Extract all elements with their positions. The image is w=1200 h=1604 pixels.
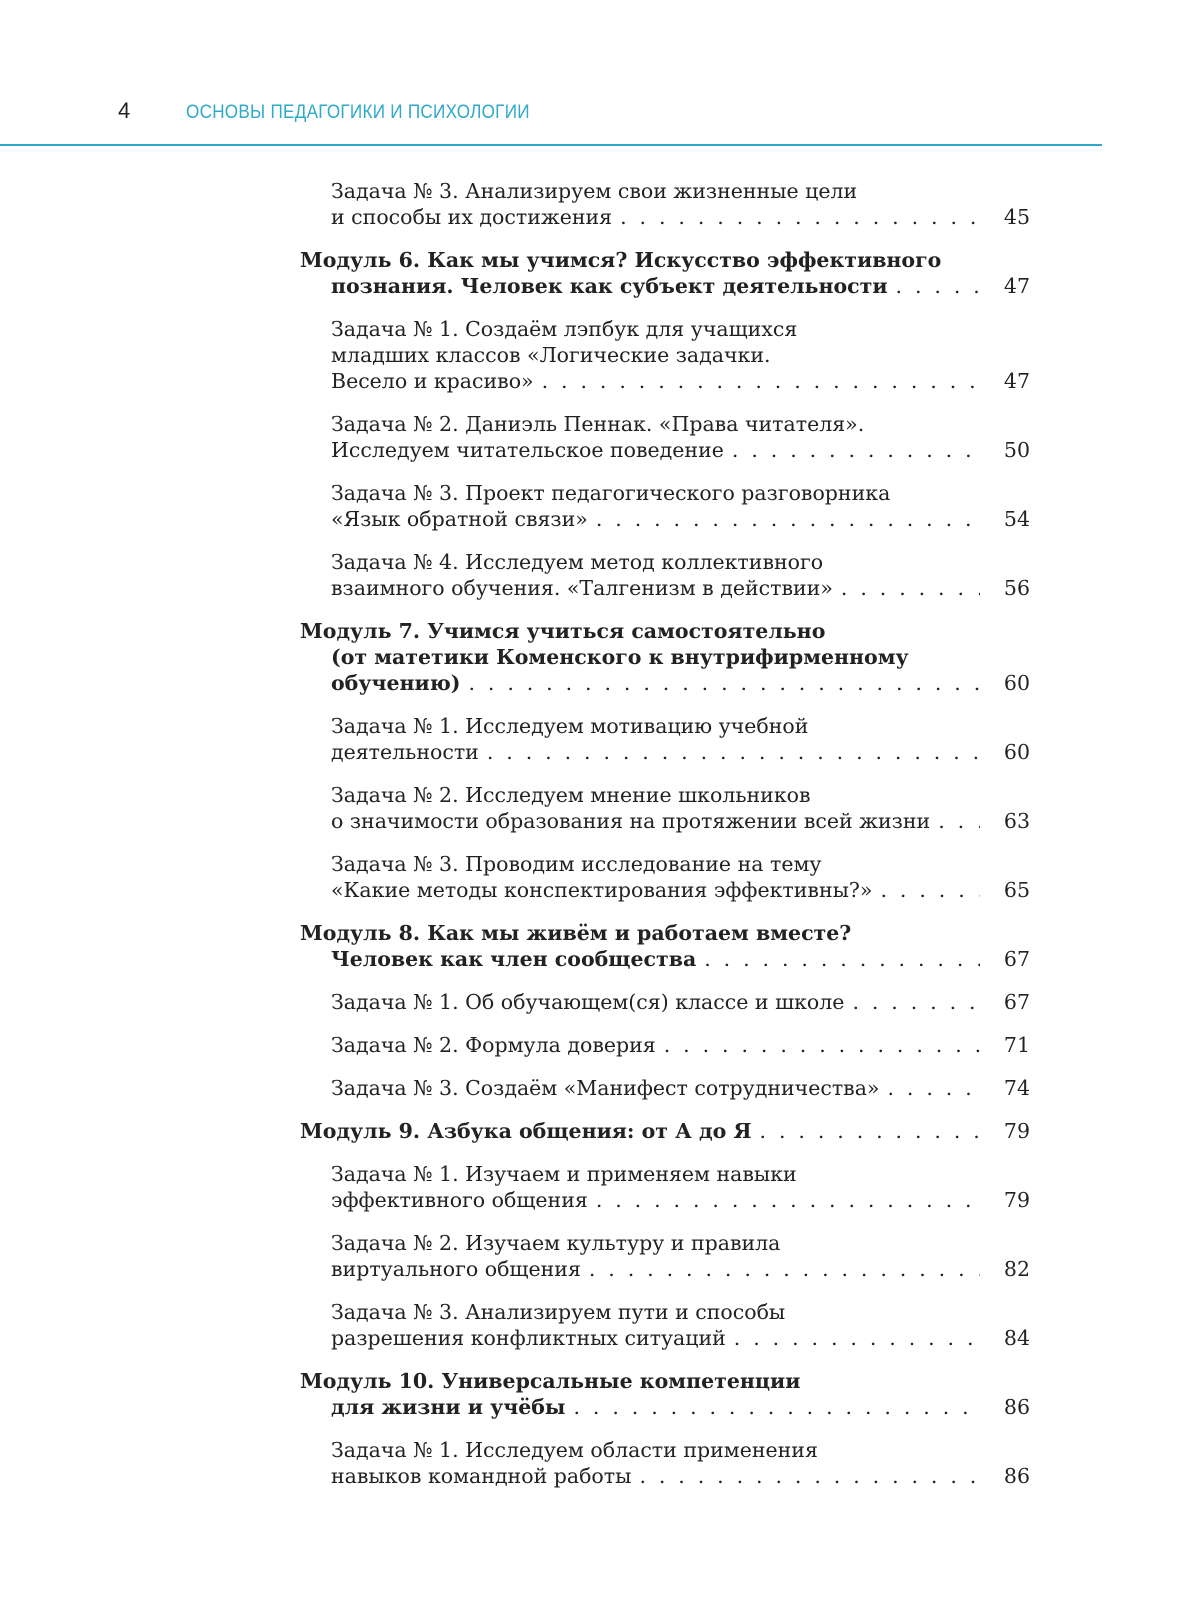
toc-entry-line: о значимости образования на протяжении всей жизни: [331, 809, 931, 833]
toc-entry-line: Весело и красиво»: [331, 369, 534, 393]
toc-entry-line: виртуального общения: [331, 1257, 581, 1281]
toc-page-number: 86: [1003, 1464, 1030, 1488]
toc-task-entry[interactable]: [300, 1161, 1030, 1213]
toc-task-entry[interactable]: [300, 178, 1030, 230]
toc-entry-line: (от матетики Коменского к внутрифирменному: [331, 645, 909, 669]
toc-entry-line: Исследуем читательское поведение: [331, 438, 724, 462]
toc-entry-last-line: [331, 1325, 1030, 1351]
toc-entry-line: Задача № 1. Создаём лэпбук для учащихся: [331, 317, 798, 341]
toc-task-entry[interactable]: [300, 989, 1030, 1015]
toc-entry-line: Задача № 3. Анализируем пути и способы: [331, 1300, 786, 1324]
toc-entry-last-line: [331, 989, 1030, 1015]
toc-task-entry[interactable]: [300, 1230, 1030, 1282]
toc-entry-line: Задача № 3. Анализируем свои жизненные цели: [331, 179, 858, 203]
toc-entry-line: младших классов «Логические задачки.: [331, 343, 771, 367]
toc-page-number: 67: [1003, 990, 1030, 1014]
toc-page-number: 67: [1003, 947, 1030, 971]
toc-entry-line: «Какие методы конспектирования эффективны?»: [331, 878, 873, 902]
toc-entry-last-line: [331, 204, 1030, 230]
toc-page-number: 56: [1003, 576, 1030, 600]
toc-page-number: 63: [1003, 809, 1030, 833]
toc-page-number: 86: [1003, 1395, 1030, 1419]
toc-entry-line: познания. Человек как субъект деятельности: [331, 274, 888, 298]
toc-entry-line: Задача № 2. Даниэль Пеннак. «Права читателя».: [331, 412, 865, 436]
dot-leader: [596, 506, 980, 532]
toc-entry-last-line: [331, 368, 1030, 394]
toc-entry-line: эффективного общения: [331, 1188, 588, 1212]
toc-entry-line: Модуль 9. Азбука общения: от А до Я: [300, 1119, 752, 1143]
dot-leader: [880, 877, 980, 903]
dot-leader: [732, 437, 980, 463]
dot-leader: [620, 204, 980, 230]
dot-leader: [589, 1256, 980, 1282]
toc-entry-last-line: [331, 506, 1030, 532]
toc-entry-line: Задача № 3. Создаём «Манифест сотрудничества»: [331, 1076, 880, 1100]
toc-entry-last-line: [331, 1256, 1030, 1282]
toc-entry-line: взаимного обучения. «Талгенизм в действии»: [331, 576, 833, 600]
toc-page-number: 50: [1003, 438, 1030, 462]
dot-leader: [938, 808, 980, 834]
toc-entry-line: Модуль 8. Как мы живём и работаем вместе?: [300, 921, 852, 945]
toc-entry-last-line: [331, 1463, 1030, 1489]
dot-leader: [896, 273, 980, 299]
toc-task-entry[interactable]: [300, 1437, 1030, 1489]
toc-module-entry[interactable]: [300, 1118, 1030, 1144]
toc-module-entry[interactable]: [300, 920, 1030, 972]
toc-entry-last-line: [331, 1032, 1030, 1058]
toc-page-number: 45: [1003, 205, 1030, 229]
toc-entry-line: Задача № 3. Проводим исследование на тему: [331, 852, 822, 876]
dot-leader: [760, 1118, 980, 1144]
toc-task-entry[interactable]: [300, 316, 1030, 394]
toc-entry-line: Задача № 1. Исследуем мотивацию учебной: [331, 714, 809, 738]
toc-page-number: 60: [1003, 671, 1030, 695]
toc-entry-line: Задача № 2. Изучаем культуру и правила: [331, 1231, 781, 1255]
toc-entry-last-line: [300, 1118, 1030, 1144]
dot-leader: [887, 1075, 980, 1101]
toc-task-entry[interactable]: [300, 549, 1030, 601]
toc-entry-last-line: [331, 1075, 1030, 1101]
dot-leader: [596, 1187, 980, 1213]
toc-entry-last-line: [300, 1394, 1030, 1420]
toc-entry-last-line: [300, 670, 1030, 696]
toc-entry-line: Задача № 4. Исследуем метод коллективного: [331, 550, 824, 574]
toc-page-number: 54: [1003, 507, 1030, 531]
toc-page-number: 82: [1003, 1257, 1030, 1281]
toc-page-number: 65: [1003, 878, 1030, 902]
toc-task-entry[interactable]: [300, 480, 1030, 532]
dot-leader: [704, 946, 980, 972]
toc-task-entry[interactable]: [300, 851, 1030, 903]
dot-leader: [487, 739, 980, 765]
dot-leader: [639, 1463, 980, 1489]
dot-leader: [841, 575, 980, 601]
toc-entry-line: деятельности: [331, 740, 479, 764]
toc-entry-line: и способы их достижения: [331, 205, 613, 229]
toc-page-number: 79: [1003, 1188, 1030, 1212]
toc-module-entry[interactable]: [300, 618, 1030, 696]
toc-entry-last-line: [331, 739, 1030, 765]
toc-entry-line: Задача № 2. Формула доверия: [331, 1033, 656, 1057]
book-title: ОСНОВЫ ПЕДАГОГИКИ И ПСИХОЛОГИИ: [186, 102, 530, 123]
toc-entry-line: навыков командной работы: [331, 1464, 632, 1488]
toc-module-entry[interactable]: [300, 247, 1030, 299]
toc-entry-line: «Язык обратной связи»: [331, 507, 588, 531]
toc-entry-line: Задача № 1. Об обучающем(ся) классе и школе: [331, 990, 845, 1014]
toc-entry-last-line: [300, 273, 1030, 299]
dot-leader: [664, 1032, 980, 1058]
toc-entry-line: Задача № 3. Проект педагогического разговорника: [331, 481, 891, 505]
toc-entry-line: для жизни и учёбы: [331, 1395, 566, 1419]
toc-entry-last-line: [331, 808, 1030, 834]
dot-leader: [542, 368, 980, 394]
toc-task-entry[interactable]: [300, 713, 1030, 765]
toc-task-entry[interactable]: [300, 411, 1030, 463]
toc-entry-last-line: [331, 1187, 1030, 1213]
toc-entry-last-line: [300, 946, 1030, 972]
page-header: [0, 98, 1102, 146]
page-number: 4: [118, 98, 131, 123]
toc-task-entry[interactable]: [300, 1032, 1030, 1058]
toc-entry-line: Модуль 10. Универсальные компетенции: [300, 1369, 801, 1393]
toc-page-number: 74: [1003, 1076, 1030, 1100]
toc-entry-last-line: [331, 877, 1030, 903]
toc-page-number: 60: [1003, 740, 1030, 764]
toc-task-entry[interactable]: [300, 1299, 1030, 1351]
toc-entry-line: обучению): [331, 671, 461, 695]
toc-module-entry[interactable]: [300, 1368, 1030, 1420]
toc-entry-line: Модуль 7. Учимся учиться самостоятельно: [300, 619, 826, 643]
toc-entry-line: Задача № 2. Исследуем мнение школьников: [331, 783, 811, 807]
toc-entry-line: Задача № 1. Изучаем и применяем навыки: [331, 1162, 797, 1186]
toc-page-number: 47: [1003, 369, 1030, 393]
toc-page-number: 47: [1003, 274, 1030, 298]
dot-leader: [573, 1394, 980, 1420]
toc-entry-last-line: [331, 437, 1030, 463]
table-of-contents: [300, 178, 1030, 1506]
toc-page-number: 79: [1003, 1119, 1030, 1143]
toc-entry-line: Задача № 1. Исследуем области применения: [331, 1438, 818, 1462]
toc-page-number: 71: [1003, 1033, 1030, 1057]
toc-page-number: 84: [1003, 1326, 1030, 1350]
toc-entry-last-line: [331, 575, 1030, 601]
toc-entry-line: Модуль 6. Как мы учимся? Искусство эффективного: [300, 248, 942, 272]
toc-entry-line: Человек как член сообщества: [331, 947, 697, 971]
toc-task-entry[interactable]: [300, 782, 1030, 834]
toc-entry-line: разрешения конфликтных ситуаций: [331, 1326, 726, 1350]
dot-leader: [468, 670, 980, 696]
dot-leader: [852, 989, 980, 1015]
toc-task-entry[interactable]: [300, 1075, 1030, 1101]
dot-leader: [734, 1325, 980, 1351]
